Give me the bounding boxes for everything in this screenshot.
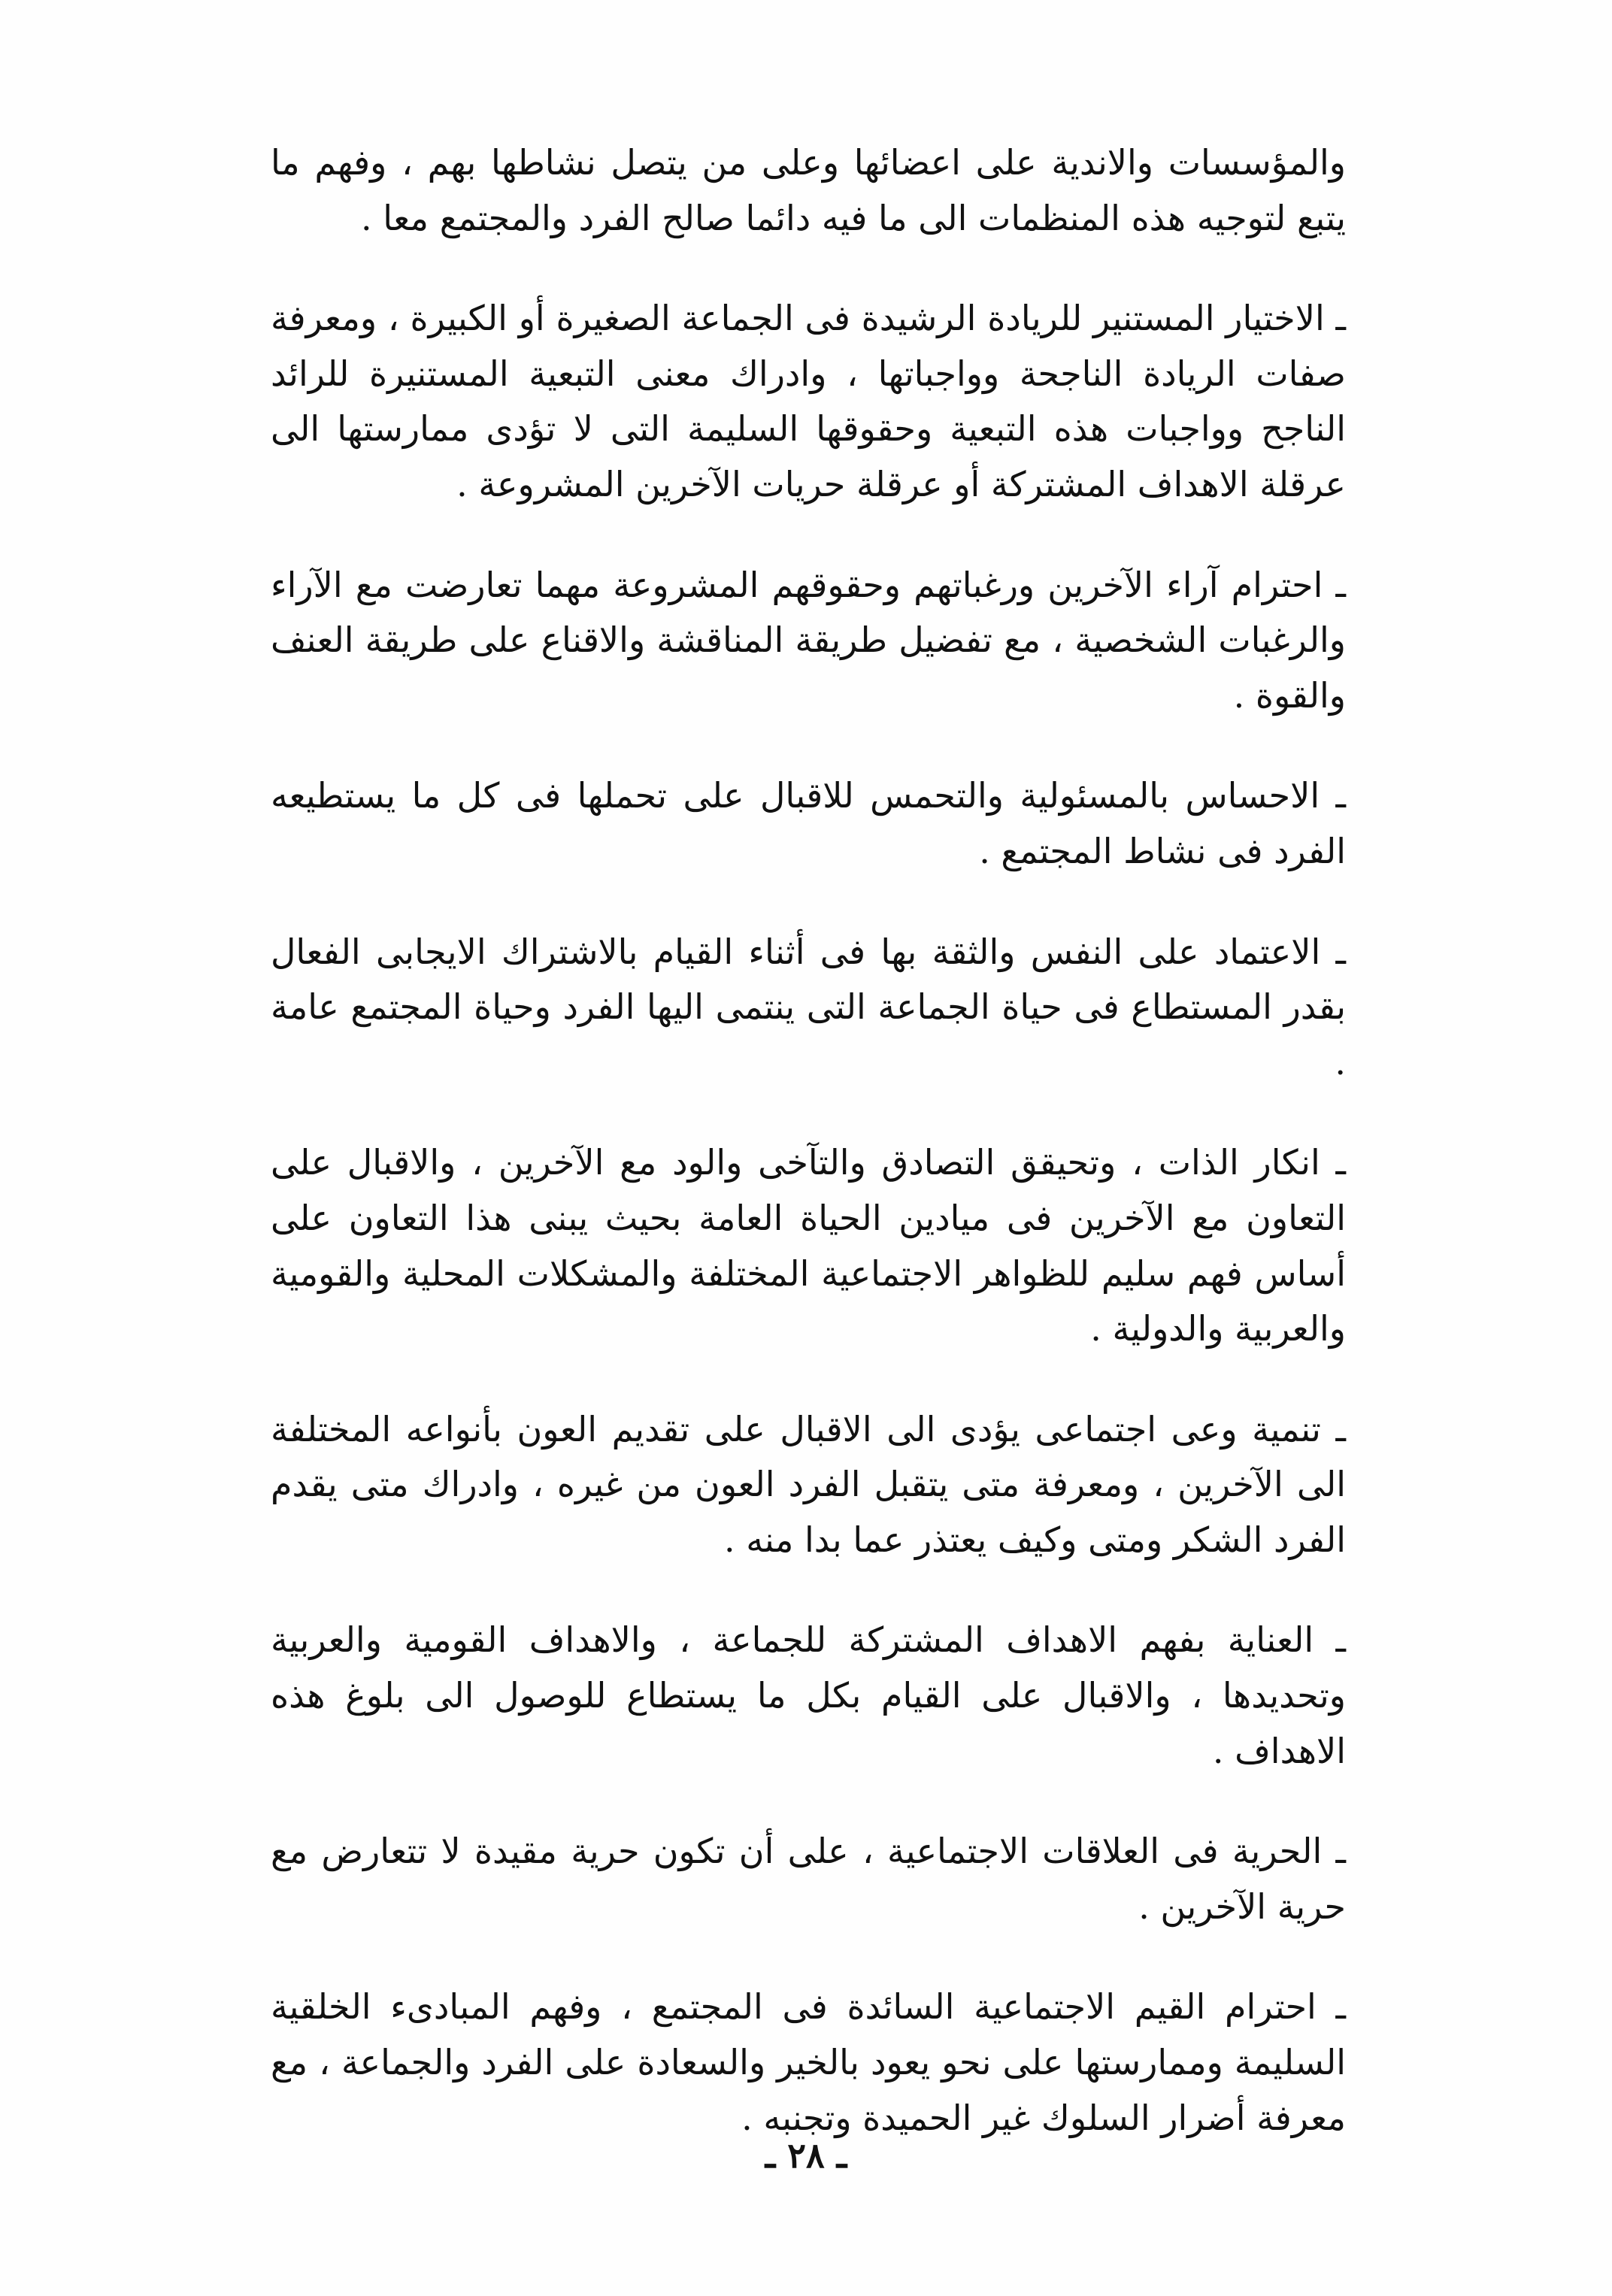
body-text [271, 135, 1346, 2146]
paragraph-shared-goals: ـ العناية بفهم الاهداف المشتركة للجماعة ، والاهداف القومية والعربية وتحديدها ، والاقبال على القيام بكل ما يستطاع للوصول الى بلوغ هذه الاهداف . [271, 1619, 1347, 1771]
paragraph-social-awareness: ـ تنمية وعى اجتماعى يؤدى الى الاقبال على تقديم العون بأنواعه المختلفة الى الآخرين ، ومعرفة متى يتقبل الفرد العون من غيره ، وادراك متى يقدم الفرد الشكر ومتى وكيف يعتذر عما بدا منه . [271, 1408, 1346, 1560]
paragraph-responsibility: ـ الاحساس بالمسئولية والتحمس للاقبال على تحملها فى كل ما يستطيعه الفرد فى نشاط المجتمع . [271, 775, 1346, 871]
paragraph-selflessness: ـ انكار الذات ، وتحيقق التصادق والتآخى والود مع الآخرين ، والاقبال على التعاون مع الآخرين فى ميادين الحياة العامة بحيث يبنى هذا التعاون على أساس فهم سليم للظواهر الاجتماعية المختلفة والمشكلات المحلية والقومية والعربية والدولية . [271, 1142, 1346, 1349]
page-number: ـ ٢٨ ـ [765, 2135, 847, 2176]
paragraph-social-values: ـ احترام القيم الاجتماعية السائدة فى المجتمع ، وفهم المبادىء الخلقية السليمة وممارستها على نحو يعود بالخير والسعادة على الفرد والجماعة ، مع معرفة أضرار السلوك غير الحميدة وتجنبه . [271, 1986, 1346, 2138]
paragraph-respect-opinions: ـ احترام آراء الآخرين ورغباتهم وحقوقهم المشروعة مهما تعارضت مع الآراء والرغبات الشخصية ، مع تفضيل طريقة المناقشة والاقناع على طريقة العنف والقوة . [271, 564, 1346, 716]
paragraph-freedom: ـ الحرية فى العلاقات الاجتماعية ، على أن تكون حرية مقيدة لا تتعارض مع حرية الآخرين . [271, 1831, 1346, 1927]
paragraph-leadership: ـ الاختيار المستنير للريادة الرشيدة فى الجماعة الصغيرة أو الكبيرة ، ومعرفة صفات الريادة الناجحة وواجباتها ، وادراك معنى التبعية المستنيرة للرائد الناجح وواجبات هذه التبعية وحقوقها السليمة التى لا تؤدى ممارستها الى عرقلة الاهداف المشتركة أو عرقلة حريات الآخرين المشروعة . [271, 298, 1346, 504]
paragraph-continuation: والمؤسسات والاندية على اعضائها وعلى من يتصل نشاطها بهم ، وفهم ما يتبع لتوجيه هذه المنظمات الى ما فيه دائما صالح الفرد والمجتمع معا . [271, 142, 1346, 238]
paragraph-self-reliance: ـ الاعتماد على النفس والثقة بها فى أثناء القيام بالاشتراك الايجابى الفعال بقدر المستطاع فى حياة الجماعة التى ينتمى اليها الفرد وحياة المجتمع عامة . [271, 931, 1346, 1083]
